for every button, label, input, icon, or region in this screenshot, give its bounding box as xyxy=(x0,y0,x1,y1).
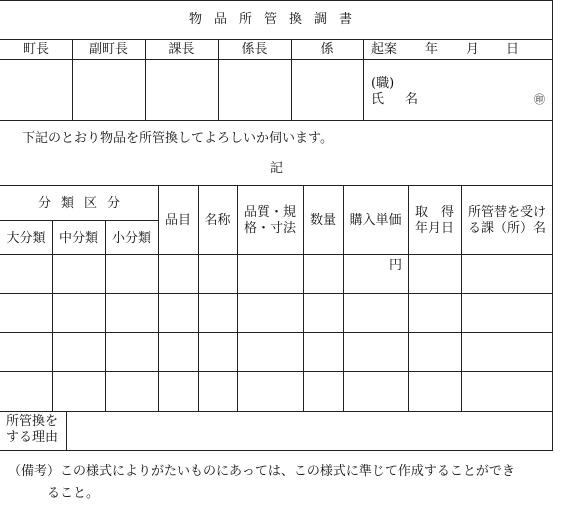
header-major: 大分類 xyxy=(6,231,46,246)
remarks-line-1 xyxy=(8,461,564,483)
header-unit-price: 購入単価 xyxy=(349,213,402,228)
rule xyxy=(0,371,553,372)
header-item: 品目 xyxy=(164,213,191,228)
name-label: 氏 名 xyxy=(371,92,423,107)
draft-month: 月 xyxy=(466,42,480,57)
remarks xyxy=(8,461,564,505)
rule xyxy=(0,293,553,294)
header-minor: 小分類 xyxy=(111,231,151,246)
header-draft: 起案 xyxy=(371,42,398,57)
header-classification: 分類区分 xyxy=(37,196,130,211)
header-section-chief: 課長 xyxy=(168,42,195,57)
header-acquisition-1: 取 得 xyxy=(414,205,454,220)
header-middle: 中分類 xyxy=(58,231,98,246)
rule xyxy=(363,39,364,120)
ki-label: 記 xyxy=(269,161,283,176)
header-destination-2: る課（所）名 xyxy=(467,221,546,236)
reason-label-2: する理由 xyxy=(6,430,59,445)
yen-unit: 円 xyxy=(389,258,403,273)
draft-year: 年 xyxy=(425,42,439,57)
rule xyxy=(105,220,106,411)
rule xyxy=(0,39,553,40)
remarks-text-1: この様式によりがたいものにあっては、この様式に準じて作成することができ xyxy=(60,464,515,479)
header-quality-1: 品質・規 xyxy=(243,205,296,220)
header-name: 名称 xyxy=(204,213,231,228)
rule xyxy=(0,411,553,412)
seal-mark: ㊞ xyxy=(534,93,545,106)
rule xyxy=(66,411,67,451)
header-acquisition-2: 年月日 xyxy=(414,221,454,236)
rule xyxy=(0,185,553,186)
rule xyxy=(0,254,553,255)
remarks-text-2: ること。 xyxy=(47,486,100,501)
reason-label-1: 所管換を xyxy=(6,414,59,429)
header-destination-1: 所管替を受け xyxy=(467,205,546,220)
rule xyxy=(0,59,553,60)
rule xyxy=(0,220,158,221)
header-quality-2: 格・寸法 xyxy=(243,221,296,236)
header-deputy-mayor: 副町長 xyxy=(88,42,128,57)
remarks-label: （備考） xyxy=(8,464,61,479)
header-subsection-chief: 係長 xyxy=(241,42,268,57)
form-title: 物品所管換調書 xyxy=(188,12,364,27)
header-staff: 係 xyxy=(320,42,334,57)
request-text: 下記のとおり物品を所管換してよろしいか伺います。 xyxy=(22,131,333,146)
remarks-line-2 xyxy=(8,483,564,505)
rule xyxy=(52,220,53,411)
header-mayor: 町長 xyxy=(22,42,49,57)
draft-day: 日 xyxy=(506,42,520,57)
role-label: (職) xyxy=(371,76,395,91)
header-quantity: 数量 xyxy=(309,213,336,228)
rule xyxy=(0,120,553,121)
rule xyxy=(0,332,553,333)
